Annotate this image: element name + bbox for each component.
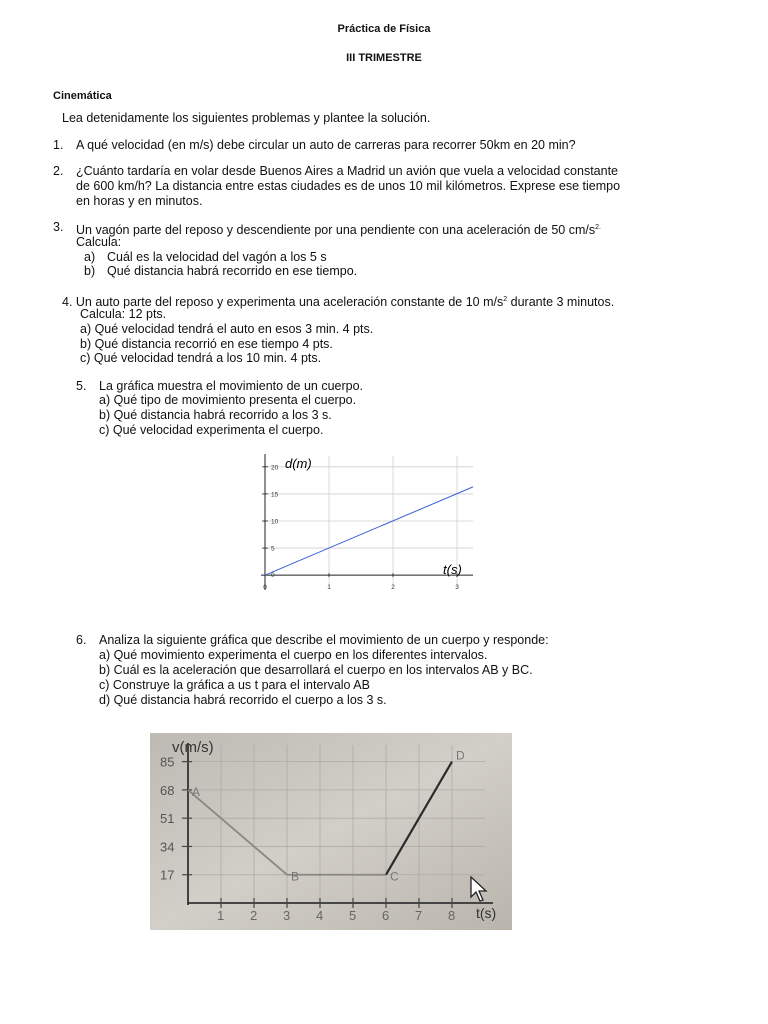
- x-tick-label: 7: [415, 908, 423, 923]
- x-axis-label: t(s): [476, 905, 497, 921]
- problem-3-item: Qué distancia habrá recorrido en ese tiempo.: [107, 264, 358, 278]
- x-tick-label: 2: [250, 908, 258, 923]
- problem-4-line: a) Qué velocidad tendrá el auto en esos 3 min. 4 pts.: [80, 322, 374, 336]
- problem-6-line: a) Qué movimiento experimenta el cuerpo en los diferentes intervalos.: [99, 648, 488, 662]
- problem-5-line: b) Qué distancia habrá recorrido a los 3 s.: [99, 408, 332, 422]
- problem-2-number: 2.: [53, 164, 64, 178]
- page-subtitle: III TRIMESTRE: [346, 52, 422, 64]
- y-tick-label: 85: [160, 754, 175, 770]
- problem-5-line: a) Qué tipo de movimiento presenta el cuerpo.: [99, 393, 357, 407]
- y-tick-label: 10: [271, 518, 279, 526]
- problem-3-calc: Calcula:: [76, 235, 122, 249]
- problem-4-text: 4. Un auto parte del reposo y experimenta una aceleración constante de 10 $m/s^2$ durante 3 minutos.: [62, 295, 615, 310]
- x-tick-label: 3: [455, 584, 459, 591]
- distance-time-chart: [255, 450, 477, 600]
- series-line: [265, 487, 473, 575]
- problem-6-line: d) Qué distancia habrá recorrido el cuerpo a los 3 s.: [99, 693, 387, 707]
- problem-3-item-marker: a): [84, 250, 96, 264]
- y-tick-label: 34: [160, 839, 175, 855]
- x-tick-label: 0: [263, 584, 267, 591]
- problem-3-item: Cuál es la velocidad del vagón a los 5 s: [107, 250, 327, 264]
- problem-5-line: c) Qué velocidad experimenta el cuerpo.: [99, 423, 324, 437]
- problem-1-number: 1.: [53, 138, 64, 152]
- point-label: C: [390, 869, 399, 884]
- problem-4-line: b) Qué distancia recorrió en ese tiempo 4 pts.: [80, 337, 333, 351]
- problem-4-line: c) Qué velocidad tendrá a los 10 min. 4 pts.: [80, 351, 322, 365]
- problem-3-superscript: 2.: [595, 224, 601, 231]
- point-label: B: [291, 869, 300, 884]
- intro-text: Lea detenidamente los siguientes problemas y plantee la solución.: [62, 111, 431, 125]
- y-tick-label: 68: [160, 782, 175, 798]
- x-tick-label: 4: [316, 908, 324, 923]
- y-tick-label: 51: [160, 811, 175, 827]
- problem-5-text: La gráfica muestra el movimiento de un cuerpo.: [99, 379, 364, 393]
- problem-4-superscript: 2: [503, 296, 508, 303]
- y-tick-label: 15: [271, 491, 279, 499]
- x-axis-label: t(s): [443, 562, 462, 577]
- problem-6-line: c) Construye la gráfica a us t para el intervalo AB: [99, 678, 370, 692]
- section-heading: Cinemática: [53, 90, 112, 102]
- point-label: A: [192, 784, 201, 799]
- x-tick-label: 1: [217, 908, 225, 923]
- problem-2-line: en horas y en minutos.: [76, 194, 203, 208]
- problem-6-text: Analiza la siguiente gráfica que describe el movimiento de un cuerpo y responde:: [99, 633, 549, 647]
- problem-6-line: b) Cuál es la aceleración que desarrollará el cuerpo en los intervalos AB y BC.: [99, 663, 533, 677]
- x-tick-label: 1: [327, 584, 331, 591]
- x-tick-label: 8: [448, 908, 456, 923]
- y-tick-label: 20: [271, 464, 279, 472]
- velocity-time-chart: [150, 733, 512, 930]
- problem-3-item-marker: b): [84, 264, 96, 278]
- y-axis-label: d(m): [285, 456, 312, 471]
- y-tick-label: 17: [160, 867, 175, 883]
- x-tick-label: 2: [391, 584, 395, 591]
- problem-6-number: 6.: [76, 633, 87, 647]
- problem-5-number: 5.: [76, 379, 87, 393]
- y-axis-label: v(m/s): [172, 739, 214, 756]
- x-tick-label: 5: [349, 908, 357, 923]
- point-label: D: [456, 748, 465, 763]
- y-tick-label: 5: [271, 545, 275, 553]
- problem-3-text: Un vagón parte del reposo y descendiente por una pendiente con una aceleración de 50 $cm/s^{2.}$: [76, 223, 601, 238]
- problem-2-line: de 600 km/h? La distancia entre estas ciudades es de unos 10 mil kilómetros. Exprese ese tiempo: [76, 179, 621, 193]
- x-tick-label: 6: [382, 908, 390, 923]
- x-tick-label: 3: [283, 908, 291, 923]
- problem-4-line: Calcula: 12 pts.: [80, 307, 167, 321]
- origin-label: 0: [271, 572, 275, 580]
- page-title: Práctica de Física: [337, 23, 431, 35]
- problem-2-line: ¿Cuánto tardaría en volar desde Buenos Aires a Madrid un avión que vuela a velocidad constante: [76, 164, 619, 178]
- problem-1-text: A qué velocidad (en m/s) debe circular un auto de carreras para recorrer 50km en 20 min?: [76, 138, 576, 152]
- problem-3-number: 3.: [53, 220, 64, 234]
